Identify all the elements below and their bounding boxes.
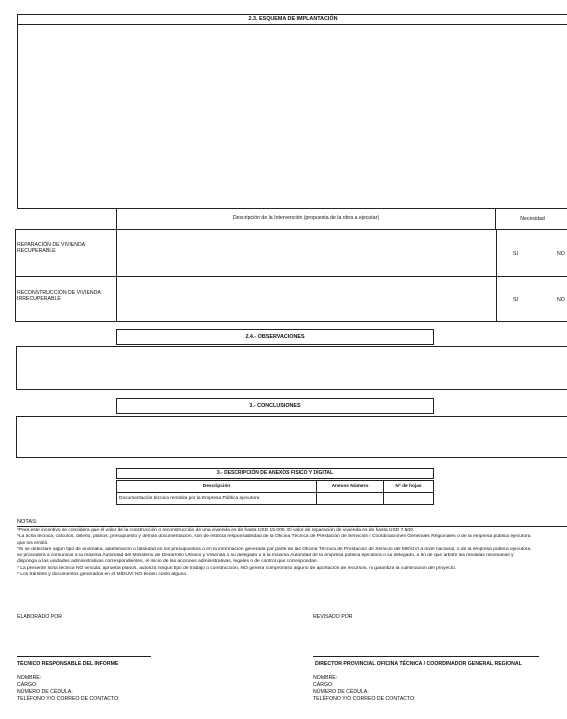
annexes-table (116, 480, 434, 504)
observations-box (16, 346, 567, 390)
annex-row-description: Documentación técnica remitida por la Empresa Pública ejecutora (117, 493, 317, 505)
notes-box (17, 526, 567, 578)
note-line: * La presente ficha técnica NO vincula: aprueba planos, autoriza ningún tipo de trabajo o construcción, NO genera compromiso alguno de aportación de recursos, ni garantiza la culminación del proyecto. (17, 565, 457, 571)
annexes-title: 3.- DESCRIPCIÓN DE ANEXOS FISICO Y DIGITAL (116, 468, 434, 479)
conclusions-title: 3.- CONCLUSIONES (116, 398, 434, 414)
id-number-label: NÚMERO DE CÉDULA: (17, 689, 73, 695)
implantation-section (17, 14, 567, 209)
intervention-row-repair (15, 229, 567, 277)
elaborated-by-label: ELABORADO POR (17, 614, 62, 620)
option-no: NO (557, 297, 565, 303)
option-no: NO (557, 251, 565, 257)
name-label: NOMBRE: (17, 675, 42, 681)
option-si: SI (513, 251, 518, 257)
intervention-row-reconstruction (15, 276, 567, 322)
option-si: SI (513, 297, 518, 303)
observations-title: 2.4.- OBSERVACIONES (116, 329, 434, 345)
technician-details (17, 675, 120, 703)
col-description: Descripción (117, 481, 317, 493)
contact-label: TELÉFONO Y/O CORREO DE CONTACTO: (313, 696, 416, 702)
col-sheets: N° de hojas (384, 481, 434, 493)
notes-title: NOTAS: (17, 519, 38, 525)
reviewed-by-label: REVISADO POR (313, 614, 353, 620)
annex-row-number (317, 493, 384, 505)
conclusions-box (16, 416, 567, 458)
id-number-label: NÚMERO DE CÉDULA: (313, 689, 369, 695)
note-line: * Los trámites y documentos generados en el MIDUVI NO tienen costo alguno. (17, 572, 188, 578)
implantation-title: 2.3. ESQUEMA DE IMPLANTACIÓN (18, 15, 567, 25)
note-line: *Para este incentivo se considera que el valor de la construcción o reconstrucción de una vivienda es de hasta USD 15.000. El valor de reparación de vivienda es de hasta USD 7.500. (17, 528, 415, 533)
director-title: DIRECTOR PROVINCIAL OFICINA TÉCNICA / COORDINADOR GENERAL REGIONAL (315, 661, 522, 667)
row-divider (496, 277, 497, 321)
intervention-desc-header: Descripción de la Intervención (propuesta de la obra a ejecutar) (116, 208, 496, 229)
intervention-table (15, 208, 567, 322)
row-label-reconstruction: RECONSTRUCCIÓN DE VIVIENDA IRRECUPERABLE (17, 290, 101, 303)
signature-line-right (313, 656, 539, 657)
annex-row-sheets (384, 493, 434, 505)
note-line: se procederá a comunicar a la máxima Autoridad del Ministerio de Desarrollo Urbano y Vivienda o su delegado o a la máxima Autoridad de la empresa pública ejecutora o su delegado, a fin de que arbitre las medidas necesarias y (17, 553, 514, 559)
position-label: CARGO: (313, 682, 334, 688)
technician-title: TÉCNICO RESPONSABLE DEL INFORME (17, 661, 119, 667)
need-header: Necesidad (496, 208, 567, 229)
row-divider (496, 230, 497, 276)
note-line: que los emitió. (17, 540, 49, 546)
col-annex-number: Anexos Número (317, 481, 384, 493)
signature-line-left (17, 656, 151, 657)
notes-section (17, 519, 567, 578)
position-label: CARGO: (17, 682, 38, 688)
row-label-repair: REPARACIÓN DE VIVIENDA RECUPERABLE (17, 242, 85, 255)
name-label: NOMBRE: (313, 675, 338, 681)
note-line: *La ficha técnica, cálculos, diseño, planos, presupuesto y demás documentación, son de estricta responsabilidad de la Oficina Técnica de Prestación de Servicios / Coordinaciones Generales Regionales o de la empresa pública ejecutora (17, 534, 531, 540)
director-details (313, 675, 416, 703)
note-line: disponga a las unidades administrativas correspondientes, el inicio de las acciones administrativas, legales o de control que correspondan. (17, 559, 318, 565)
note-line: *Si se detectare algún tipo de anomalía, adulteración o falsedad en los presupuestos o en la información generada por parte de las Oficina Técnica de Prestación de Servicio del MIDUVI a nivel nacional, o de la empresa pública ejecutora, (17, 546, 532, 552)
row-divider (116, 277, 117, 321)
row-divider (116, 230, 117, 276)
contact-label: TELÉFONO Y/O CORREO DE CONTACTO: (17, 696, 120, 702)
